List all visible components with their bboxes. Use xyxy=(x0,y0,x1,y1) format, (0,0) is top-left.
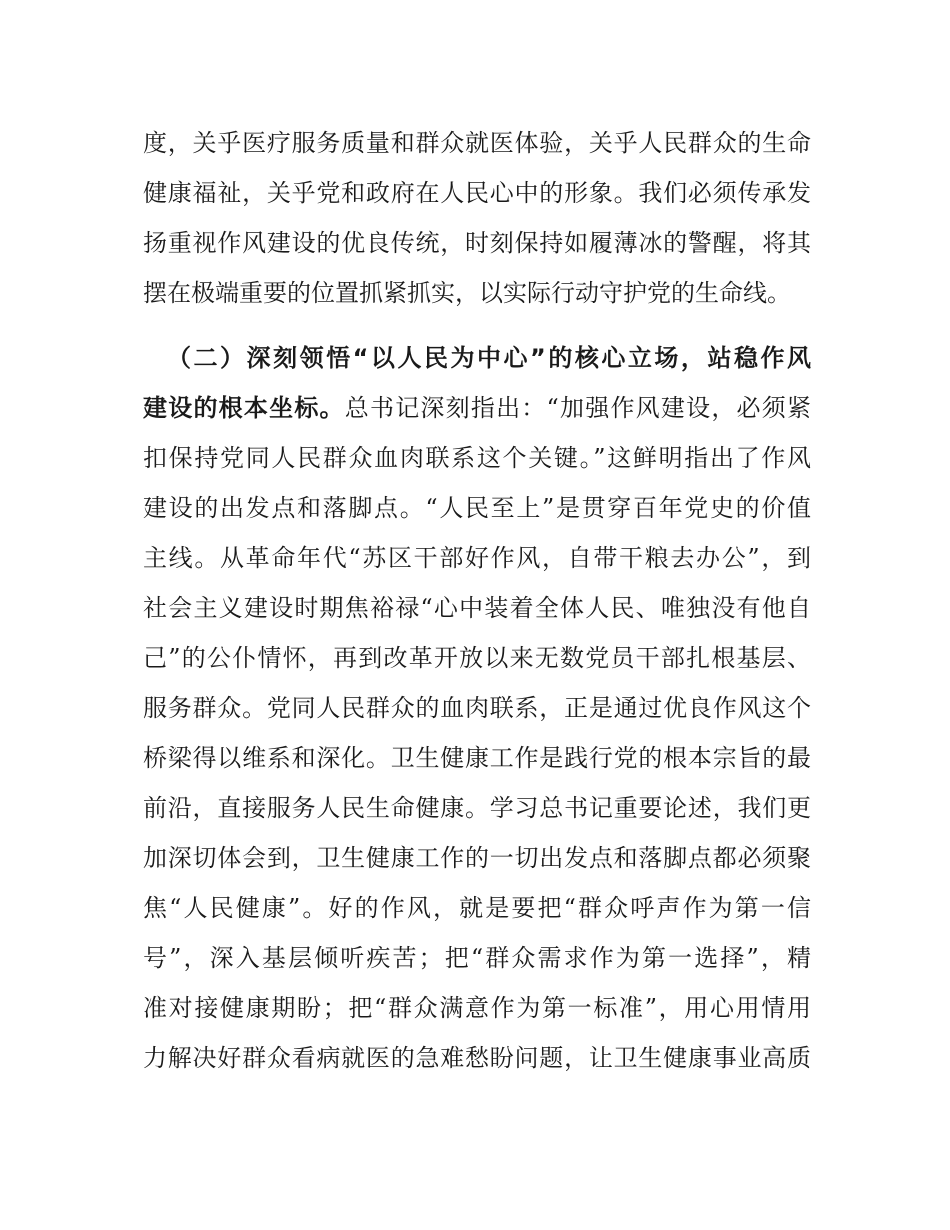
paragraph-line: 焦“人民健康”。好的作风，就是要把“群众呼声作为第一信 xyxy=(143,894,811,922)
paragraph-line: 力解决好群众看病就医的急难愁盼问题，让卫生健康事业高质 xyxy=(143,1044,811,1072)
paragraph-line: 服务群众。党同人民群众的血肉联系，正是通过优良作风这个 xyxy=(143,694,811,722)
paragraph-1 xyxy=(143,118,811,318)
paragraph-line: 度，关乎医疗服务质量和群众就医体验，关乎人民群众的生命 xyxy=(143,129,811,157)
paragraph-line: 主线。从革命年代“苏区干部好作风，自带干粮去办公”，到 xyxy=(143,544,811,572)
paragraph-line: 扣保持党同人民群众血肉联系这个关键。”这鲜明指出了作风 xyxy=(143,444,811,472)
paragraph-line: 摆在极端重要的位置抓紧抓实，以实际行动守护党的生命线。 xyxy=(143,279,791,307)
paragraph-line: 桥梁得以维系和深化。卫生健康工作是践行党的根本宗旨的最 xyxy=(143,744,811,772)
paragraph-line: 社会主义建设时期焦裕禄“心中装着全体人民、唯独没有他自 xyxy=(143,594,811,622)
paragraph-2 xyxy=(143,333,811,1083)
section-heading-continued: 建设的根本坐标。 xyxy=(143,394,345,422)
paragraph-text: 总书记深刻指出：“加强作风建设，必须紧 xyxy=(344,394,811,422)
paragraph-line: 加深切体会到，卫生健康工作的一切出发点和落脚点都必须聚 xyxy=(143,844,811,872)
paragraph-line: 扬重视作风建设的优良传统，时刻保持如履薄冰的警醒，将其 xyxy=(143,229,811,257)
paragraph-line: 准对接健康期盼；把“群众满意作为第一标准”，用心用情用 xyxy=(143,994,811,1022)
paragraph-line: 健康福祉，关乎党和政府在人民心中的形象。我们必须传承发 xyxy=(143,179,811,207)
paragraph-line: 号”，深入基层倾听疾苦；把“群众需求作为第一选择”，精 xyxy=(143,944,811,972)
paragraph-line: 前沿，直接服务人民生命健康。学习总书记重要论述，我们更 xyxy=(143,794,811,822)
paragraph-line: 己”的公仆情怀，再到改革开放以来无数党员干部扎根基层、 xyxy=(143,644,811,672)
paragraph-line xyxy=(143,383,811,433)
section-heading: （二）深刻领悟“以人民为中心”的核心立场，站稳作风 xyxy=(167,344,811,372)
paragraph-line: 建设的出发点和落脚点。“人民至上”是贯穿百年党史的价值 xyxy=(143,494,811,522)
